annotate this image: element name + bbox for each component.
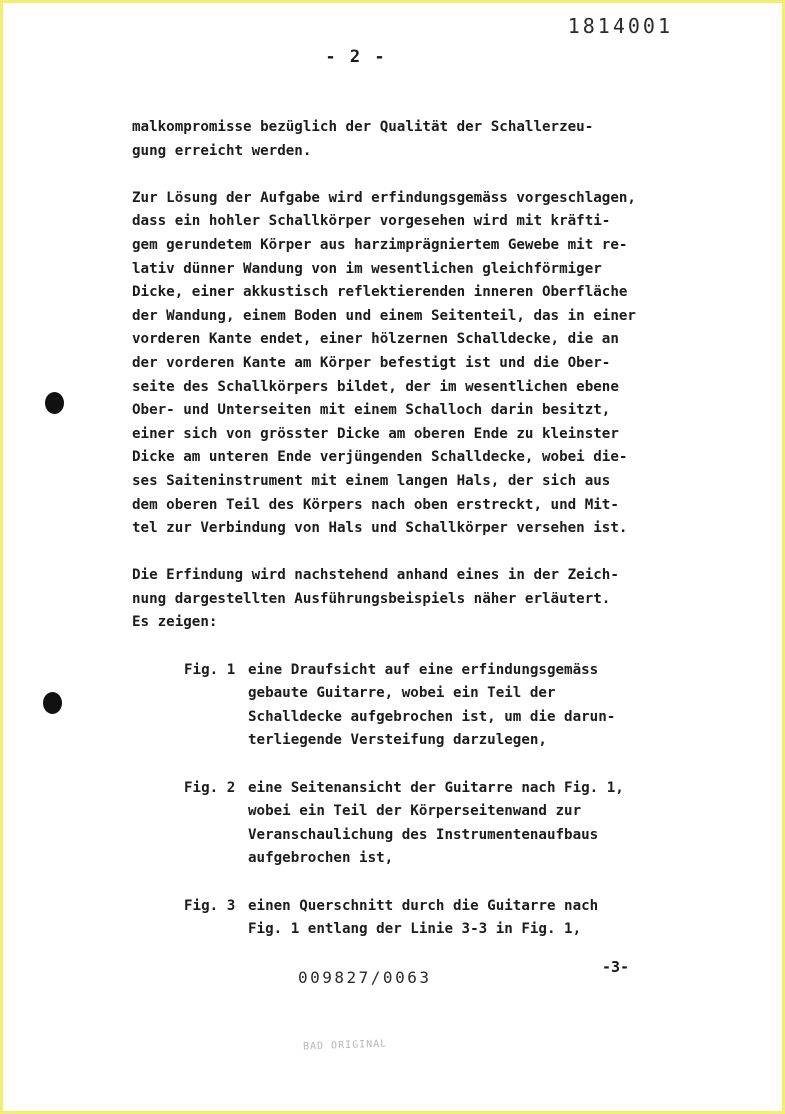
text-line: vorderen Kante endet, einer hölzernen Schalldecke, die an: [132, 331, 619, 348]
text-line: Es zeigen:: [132, 614, 218, 631]
punch-hole-bottom: [43, 692, 62, 714]
figure-item-3: [184, 895, 732, 942]
figure-text: einen Querschnitt durch die Guitarre nach: [248, 897, 599, 914]
text-line: Dicke, einer akkustisch reflektierenden inneren Oberfläche: [132, 284, 628, 301]
figure-text: Veranschaulichung des Instrumentenaufbaus: [248, 826, 599, 843]
text-line: dass ein hohler Schallkörper vorgesehen wird mit kräfti-: [132, 213, 611, 230]
continuation-marker: -3-: [602, 958, 630, 976]
figure-text: Fig. 1 entlang der Linie 3-3 in Fig. 1,: [248, 921, 582, 938]
text-line: ses Saiteninstrument mit einem langen Hals, der sich aus: [132, 472, 611, 489]
text-line: der vorderen Kante am Körper befestigt ist und die Ober-: [132, 354, 611, 371]
text-line: der Wandung, einem Boden und einem Seitenteil, das in einer: [132, 307, 636, 324]
text-line: Ober- und Unterseiten mit einem Schalloch darin besitzt,: [132, 402, 611, 419]
paragraph-3: [132, 564, 732, 635]
text-line: Die Erfindung wird nachstehend anhand eines in der Zeich-: [132, 567, 619, 584]
figure-item-1: [184, 659, 732, 753]
text-line: seite des Schallkörpers bildet, der im wesentlichen ebene: [132, 378, 619, 395]
text-line: malkompromisse bezüglich der Qualität der Schallerzeu-: [132, 119, 594, 135]
document-number: 1814001: [567, 14, 673, 38]
text-line: Dicke am unteren Ende verjüngenden Schalldecke, wobei die-: [132, 449, 628, 466]
text-line: nung dargestellten Ausführungsbeispiels näher erläutert.: [132, 590, 611, 607]
text-line: einer sich von grösster Dicke am oberen Ende zu kleinster: [132, 425, 619, 442]
text-line: tel zur Verbindung von Hals und Schallkörper versehen ist.: [132, 520, 628, 537]
figure-text: wobei ein Teil der Körperseitenwand zur: [248, 803, 582, 820]
paragraph-2: [132, 187, 732, 541]
document-body: [132, 116, 732, 942]
figure-text: Schalldecke aufgebrochen ist, um die darun-: [248, 708, 616, 725]
text-line: gem gerundetem Körper aus harzimprägniertem Gewebe mit re-: [132, 236, 628, 253]
figure-label: Fig. 2: [184, 779, 236, 796]
figure-text: gebaute Guitarre, wobei ein Teil der: [248, 685, 556, 702]
figure-text: aufgebrochen ist,: [248, 850, 394, 867]
text-line: dem oberen Teil des Körpers nach oben erstreckt, und Mit-: [132, 496, 619, 513]
punch-hole-top: [45, 392, 64, 414]
text-line: gung erreicht werden.: [132, 142, 312, 159]
serial-number: 009827/0063: [298, 968, 432, 987]
figure-label: Fig. 1: [184, 661, 236, 678]
figure-label: Fig. 3: [184, 897, 236, 914]
figure-text: eine Draufsicht auf eine erfindungsgemäss: [248, 661, 599, 678]
figure-text: terliegende Versteifung darzulegen,: [248, 732, 547, 749]
figure-item-2: [184, 777, 732, 871]
page-number: - 2 -: [325, 47, 387, 67]
text-line: Zur Lösung der Aufgabe wird erfindungsgemäss vorgeschlagen,: [132, 189, 636, 206]
paragraph-1: [132, 116, 732, 163]
figure-list: [132, 659, 732, 942]
faded-stamp: BAD ORIGINAL: [302, 1038, 388, 1053]
text-line: lativ dünner Wandung von im wesentlichen gleichförmiger: [132, 260, 602, 277]
figure-text: eine Seitenansicht der Guitarre nach Fig. 1,: [248, 779, 624, 796]
